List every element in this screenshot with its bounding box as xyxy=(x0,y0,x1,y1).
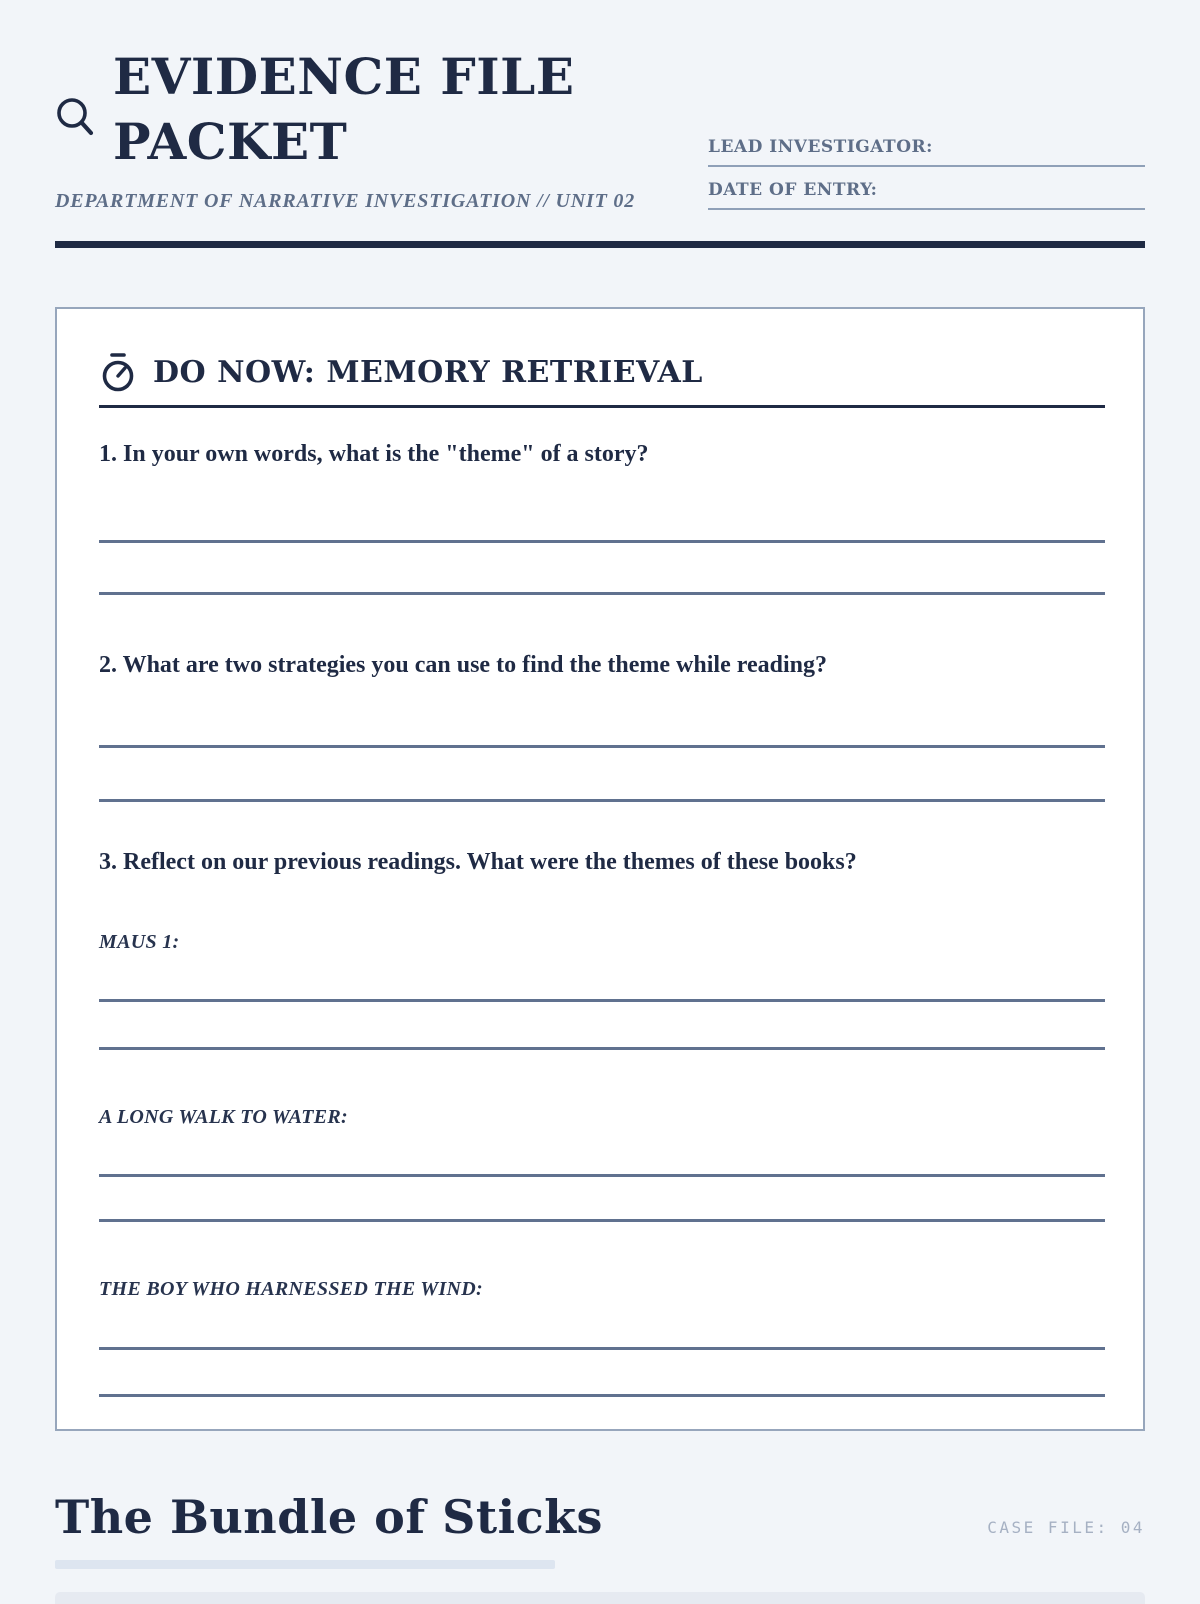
case-file-badge: CASE FILE: 04 xyxy=(987,1518,1145,1537)
answer-line[interactable] xyxy=(99,745,1105,748)
date-of-entry-field xyxy=(708,179,1145,210)
date-of-entry-input-line[interactable] xyxy=(708,208,1145,210)
question-3: 3. Reflect on our previous readings. What were the themes of these books? xyxy=(99,849,857,875)
stopwatch-icon xyxy=(99,351,137,393)
book-label-maus: MAUS 1: xyxy=(99,931,180,953)
page-title: EVIDENCE FILE PACKET xyxy=(113,47,575,171)
story-title: The Bundle of Sticks xyxy=(55,1490,603,1544)
date-of-entry-label: DATE OF ENTRY: xyxy=(708,180,878,200)
question-2: 2. What are two strategies you can use to find the theme while reading? xyxy=(99,652,827,678)
story-title-underline xyxy=(55,1560,555,1569)
do-now-card xyxy=(55,307,1145,1431)
lead-investigator-input-line[interactable] xyxy=(708,165,1145,167)
answer-line[interactable] xyxy=(99,1394,1105,1397)
masthead xyxy=(55,44,623,174)
book-label-boy-wind: THE BOY WHO HARNESSED THE WIND: xyxy=(99,1278,484,1300)
page-subtitle: DEPARTMENT OF NARRATIVE INVESTIGATION // UNIT 02 xyxy=(55,190,635,212)
answer-line[interactable] xyxy=(99,1047,1105,1050)
book-label-long-walk: A LONG WALK TO WATER: xyxy=(99,1106,348,1128)
lead-investigator-field xyxy=(708,136,1145,167)
answer-line[interactable] xyxy=(99,999,1105,1002)
search-icon xyxy=(55,96,95,174)
question-1: 1. In your own words, what is the "theme" of a story? xyxy=(99,441,649,467)
header-divider-bar xyxy=(55,241,1145,248)
answer-line[interactable] xyxy=(99,540,1105,543)
header-fields xyxy=(708,136,1145,222)
answer-line[interactable] xyxy=(99,799,1105,802)
do-now-header xyxy=(99,351,1105,408)
lead-investigator-label: LEAD INVESTIGATOR: xyxy=(708,137,933,157)
answer-line[interactable] xyxy=(99,1174,1105,1177)
answer-line[interactable] xyxy=(99,592,1105,595)
answer-line[interactable] xyxy=(99,1219,1105,1222)
next-section-top-edge xyxy=(55,1592,1145,1604)
answer-line[interactable] xyxy=(99,1347,1105,1350)
do-now-title: DO NOW: MEMORY RETRIEVAL xyxy=(153,354,703,390)
